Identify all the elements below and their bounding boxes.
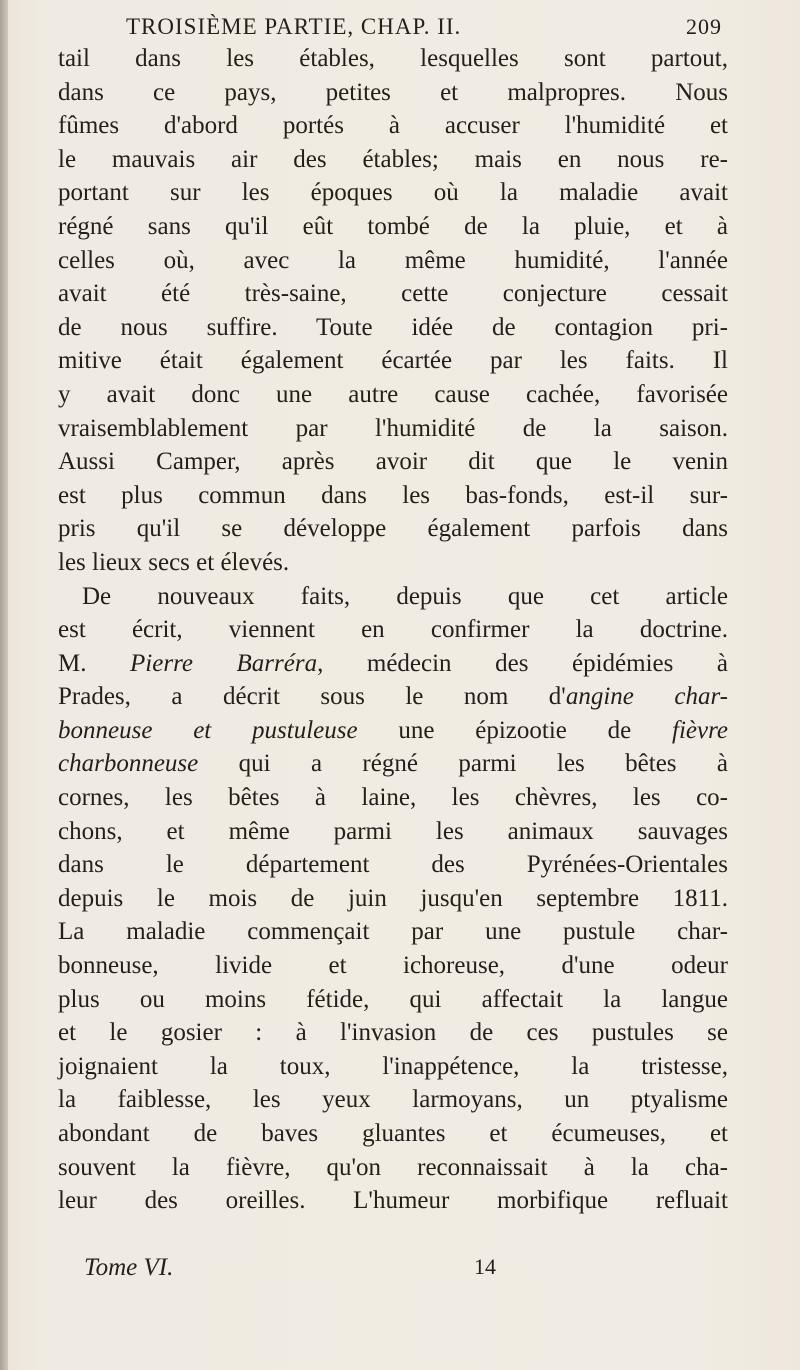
text-line: les lieux secs et élevés.	[58, 548, 290, 576]
text-line: fûmes d'abord portés à accuser l'humidité et	[58, 112, 728, 140]
page-footer	[84, 1254, 584, 1288]
text-line: régné sans qu'il eût tombé de la pluie, et à	[58, 212, 728, 240]
text-line: souvent la fièvre, qu'on reconnaissait à la cha-	[58, 1153, 728, 1181]
text-line: chons, et même parmi les animaux sauvages	[58, 817, 728, 845]
text-line: De nouveaux faits, depuis que cet article	[82, 582, 728, 610]
text-line: Aussi Camper, après avoir dit que le venin	[58, 448, 728, 476]
text-line: est écrit, viennent en confirmer la doctrine.	[58, 616, 728, 644]
text-line: vraisemblablement par l'humidité de la saison.	[58, 414, 728, 442]
signature-mark: 14	[474, 1254, 496, 1279]
text-run: une épizootie de	[357, 716, 673, 744]
text-line: tail dans les étables, lesquelles sont partout,	[58, 45, 728, 72]
text-line: est plus commun dans les bas-fonds, est-il sur-	[58, 481, 728, 509]
text-line: le mauvais air des étables; mais en nous re-	[58, 145, 728, 173]
text-line	[58, 647, 728, 681]
page-number: 209	[686, 14, 722, 39]
person-name: Pierre Barréra	[130, 649, 318, 677]
running-head-title: TROISIÈME PARTIE, CHAP. II.	[126, 14, 462, 39]
text-line: joignaient la toux, l'inappétence, la tristesse,	[58, 1052, 728, 1080]
text-run: , médecin des épidémies à	[317, 649, 728, 677]
text-line: y avait donc une autre cause cachée, favorisée	[58, 380, 728, 408]
text-line: pris qu'il se développe également parfois dans	[58, 515, 728, 543]
text-line: abondant de baves gluantes et écumeuses, et	[58, 1120, 728, 1147]
text-line: avait été très-saine, cette conjecture cessait	[58, 280, 728, 308]
text-line: dans ce pays, petites et malpropres. Nous	[58, 78, 728, 106]
text-line: bonneuse, livide et ichoreuse, d'une odeur	[58, 952, 728, 980]
italic-term: angine char-	[565, 683, 728, 711]
text-line	[58, 714, 728, 748]
text-line	[58, 680, 728, 714]
text-line	[58, 747, 728, 781]
running-head	[126, 14, 722, 44]
text-line: La maladie commençait par une pustule char-	[58, 918, 728, 946]
text-line: plus ou moins fétide, qui affectait la langue	[58, 985, 728, 1013]
text-run: qui a régné parmi les bêtes à	[198, 750, 728, 778]
text-line: leur des oreilles. L'humeur morbifique refluait	[58, 1187, 728, 1215]
italic-term: charbonneuse	[58, 750, 199, 778]
text-line: mitive était également écartée par les faits. Il	[58, 347, 728, 375]
binding-edge	[0, 0, 8, 1370]
text-line: cornes, les bêtes à laine, les chèvres, les co-	[58, 784, 728, 812]
italic-term: bonneuse et pustuleuse	[58, 716, 358, 744]
text-line: de nous suffire. Toute idée de contagion pri-	[58, 313, 728, 341]
italic-term: fièvre	[672, 716, 728, 744]
body-text	[58, 42, 728, 1218]
text-line: depuis le mois de juin jusqu'en septembre 1811.	[58, 884, 728, 912]
text-run: M.	[58, 649, 131, 677]
text-run: Prades, a décrit sous le nom d'	[58, 683, 566, 711]
text-line: la faiblesse, les yeux larmoyans, un ptyalisme	[58, 1086, 728, 1114]
text-line: celles où, avec la même humidité, l'année	[58, 246, 728, 274]
text-line: et le gosier : à l'invasion de ces pustules se	[58, 1019, 728, 1047]
text-line: portant sur les époques où la maladie avait	[58, 179, 728, 207]
text-line: dans le département des Pyrénées-Orientales	[58, 851, 728, 879]
volume-label: Tome VI.	[84, 1254, 174, 1281]
